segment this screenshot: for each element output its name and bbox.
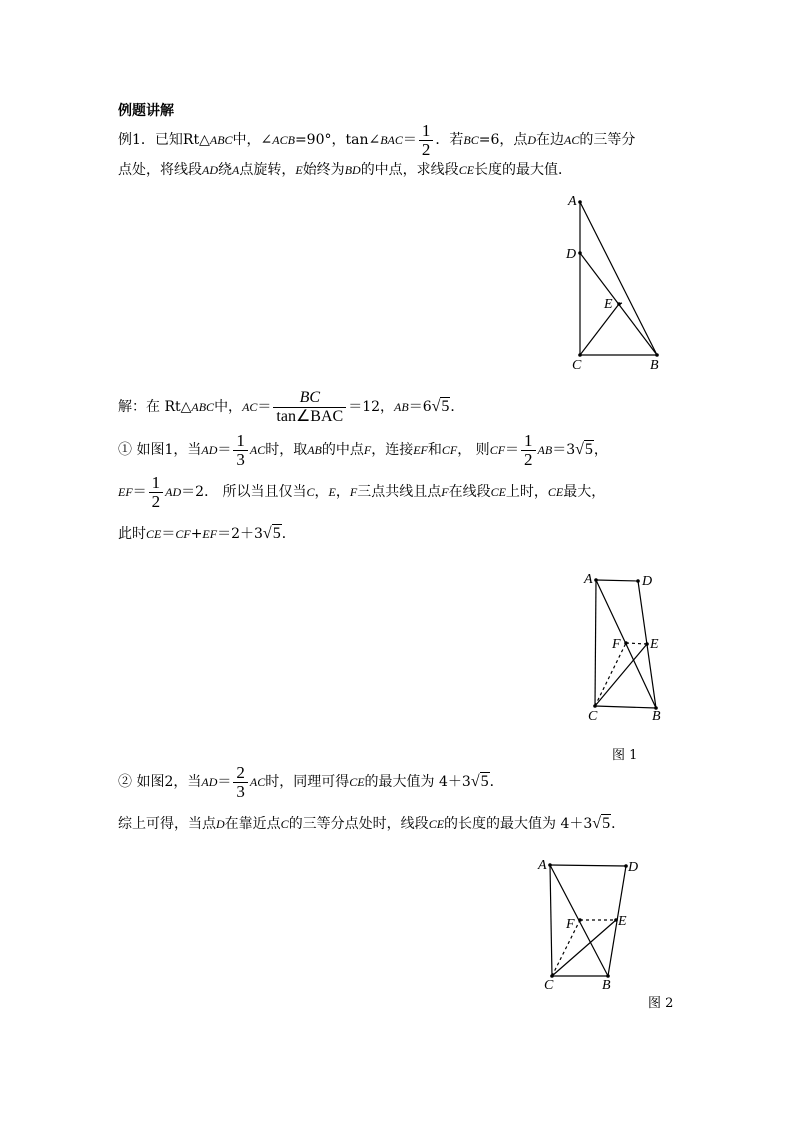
point-d: [578, 251, 582, 255]
label-b: B: [650, 358, 659, 373]
case1-line-2: [118, 472, 605, 512]
math-var: AD: [201, 443, 218, 457]
math-var: CE: [428, 817, 445, 831]
solution-text: ① 如图1，当: [118, 442, 202, 458]
case2-line: [118, 762, 504, 802]
point-e: [617, 302, 621, 306]
solution-text: 此时: [118, 526, 146, 542]
math-var: AB: [394, 400, 409, 414]
solution-text: 的最大值为 4＋3: [364, 774, 471, 790]
problem-text: 绕: [218, 162, 232, 178]
segment-ac: [595, 580, 596, 706]
solution-text: ＝: [257, 399, 272, 415]
label-a: A: [568, 194, 577, 209]
frac-den: 3: [233, 782, 248, 801]
math-var: C: [280, 817, 289, 831]
math-var: EF: [118, 485, 133, 499]
solution-text: ．: [281, 526, 296, 542]
problem-text: Rt△: [182, 132, 210, 148]
problem-text: =90°，tan∠: [294, 132, 381, 148]
segment-cb: [595, 706, 656, 708]
label-f: F: [612, 637, 621, 652]
math-var: BD: [344, 163, 361, 177]
frac-num: 1: [421, 120, 431, 140]
math-var: AD: [202, 163, 218, 177]
frac-den: 3: [233, 450, 248, 469]
segment-ce: [595, 644, 647, 706]
point-a: [578, 200, 582, 204]
math-var: BC: [463, 133, 479, 147]
frac-den: 2: [149, 492, 164, 511]
math-var: CE: [458, 163, 475, 177]
sqrt-5: √5: [575, 441, 593, 458]
segment-fe-dashed: [626, 643, 647, 644]
case1-line-3: [118, 524, 296, 544]
math-var: F: [349, 485, 358, 499]
math-var: AC: [564, 133, 580, 147]
math-var: AD: [201, 775, 218, 789]
math-var: ABC: [191, 400, 215, 414]
label-d: D: [566, 247, 577, 262]
math-var: CF: [175, 527, 191, 541]
math-var: CE: [547, 485, 564, 499]
point-c: [593, 704, 597, 708]
radicand: 5: [602, 815, 611, 832]
label-f: F: [566, 917, 575, 932]
radicand: 5: [441, 398, 450, 415]
frac-num: BC: [299, 388, 321, 406]
label-a: A: [538, 858, 547, 873]
solution-text: ，连接: [371, 442, 414, 458]
solution-text: ＝: [132, 484, 147, 500]
problem-text: 点旋转，: [239, 162, 296, 178]
label-c: C: [544, 978, 554, 993]
solution-text: ， 则: [457, 442, 490, 458]
frac-num: 1: [524, 430, 533, 450]
problem-text: 的中点，求线段: [360, 162, 459, 178]
solution-text: ，: [314, 484, 329, 500]
solution-line-1: [118, 387, 464, 427]
frac-den: tan∠BAC: [273, 407, 346, 426]
solution-text: 解：在 Rt△: [118, 399, 192, 415]
label-b: B: [602, 978, 611, 993]
solution-text: +: [190, 526, 203, 542]
frac-num: 2: [236, 762, 245, 782]
point-d: [636, 579, 640, 583]
fraction-one-half: [521, 432, 536, 469]
point-f: [624, 641, 628, 645]
sqrt-5: √5: [470, 773, 489, 790]
solution-text: ＝12，: [348, 399, 395, 415]
solution-text: 在线段: [448, 484, 491, 500]
math-var: CF: [489, 443, 506, 457]
solution-text: 中，: [214, 399, 243, 415]
solution-text: 的中点: [321, 442, 364, 458]
frac-num: 1: [236, 430, 245, 450]
math-var: F: [441, 485, 449, 499]
solution-text: 的长度的最大值为 4＋3: [444, 816, 593, 832]
solution-text: 时，同理可得: [265, 774, 350, 790]
point-a: [594, 578, 598, 582]
segment-ab: [580, 202, 657, 355]
solution-text: 最大，: [563, 484, 606, 500]
math-var: AC: [249, 775, 266, 789]
math-var: AD: [165, 485, 182, 499]
math-var: EF: [413, 443, 428, 457]
math-var: D: [527, 133, 537, 147]
problem-text: 始终为: [302, 162, 345, 178]
figure-problem: [560, 190, 670, 375]
solution-text: ．: [450, 399, 465, 415]
label-e: E: [618, 914, 627, 929]
solution-text: 上时，: [505, 484, 548, 500]
problem-text: 点处，将线段: [118, 162, 202, 178]
frac-num: 1: [151, 472, 161, 492]
solution-text: ＝6: [408, 399, 432, 415]
figure-2: [532, 852, 642, 997]
math-var: BAC: [380, 133, 403, 147]
problem-text: 在边: [536, 132, 565, 148]
section-heading: 例题讲解: [118, 103, 174, 119]
solution-text: ＝3: [552, 442, 576, 458]
solution-text: ＝: [217, 442, 232, 458]
math-var: AC: [249, 443, 266, 457]
point-a: [548, 863, 552, 867]
case1-line: [118, 430, 608, 470]
point-e: [645, 642, 649, 646]
solution-text: ② 如图2，当: [118, 774, 202, 790]
fraction-one-half: [419, 122, 434, 159]
solution-text: ＝: [217, 774, 232, 790]
problem-text: 例1．已知: [118, 132, 183, 148]
segment-ac: [550, 865, 552, 976]
sqrt-5: √5: [592, 815, 611, 832]
label-c: C: [588, 709, 598, 724]
segment-ad: [550, 865, 626, 866]
fraction-bc-over-tan: [273, 389, 346, 426]
label-d: D: [628, 860, 639, 875]
problem-line-1: [118, 120, 635, 160]
solution-text: ＝: [505, 442, 520, 458]
label-e: E: [604, 297, 613, 312]
label-c: C: [572, 358, 582, 373]
math-var: C: [306, 485, 315, 499]
solution-text: 在靠近点: [224, 816, 281, 832]
math-var: ABC: [209, 133, 233, 147]
math-var: A: [232, 163, 240, 177]
solution-text: 三点共线且点: [357, 484, 442, 500]
problem-text: =6，点: [478, 132, 528, 148]
math-var: EF: [202, 527, 218, 541]
solution-text: ．: [489, 774, 504, 790]
math-var: ACB: [272, 133, 295, 147]
problem-text: 中，∠: [232, 132, 273, 148]
problem-text: 的三等分: [579, 132, 636, 148]
solution-text: ．: [611, 816, 626, 832]
problem-text: 长度的最大值．: [474, 162, 573, 178]
math-var: E: [328, 485, 336, 499]
solution-text: 的三等分点处时，线段: [288, 816, 429, 832]
solution-text: 综上可得，当点: [118, 816, 216, 832]
math-var: D: [216, 817, 225, 831]
math-var: E: [295, 163, 303, 177]
solution-text: 时，取: [265, 442, 308, 458]
fraction-two-thirds: [233, 764, 248, 801]
math-var: CF: [441, 443, 458, 457]
fraction-one-half: [149, 474, 164, 511]
frac-den: 2: [419, 140, 434, 159]
figure-1-caption: 图 1: [612, 748, 638, 763]
frac-den: 2: [521, 450, 536, 469]
point-f: [578, 918, 582, 922]
radicand: 5: [584, 441, 593, 458]
problem-text: ＝: [402, 132, 417, 148]
problem-text: ．若: [435, 132, 464, 148]
figure-2-caption: 图 2: [648, 996, 674, 1011]
segment-ad: [596, 580, 638, 581]
math-var: AB: [537, 443, 553, 457]
solution-text: ＝2． 所以当且仅当: [181, 484, 307, 500]
label-a: A: [584, 572, 593, 587]
solution-text: ，: [335, 484, 350, 500]
fraction-one-third: [233, 432, 248, 469]
sqrt-5: √5: [262, 525, 281, 542]
math-var: CE: [146, 527, 162, 541]
conclusion-line: [118, 814, 625, 834]
solution-text: 和: [427, 442, 442, 458]
point-c: [578, 353, 582, 357]
segment-ce: [580, 304, 619, 355]
math-var: AB: [307, 443, 322, 457]
label-e: E: [650, 637, 659, 652]
label-d: D: [642, 574, 653, 589]
figure-1: [578, 568, 678, 728]
segment-ce: [552, 920, 616, 976]
solution-text: ，: [593, 442, 608, 458]
math-var: CE: [349, 775, 365, 789]
math-var: CE: [490, 485, 506, 499]
point-b: [655, 353, 659, 357]
solution-text: ＝2＋3: [217, 526, 263, 542]
radicand: 5: [272, 525, 281, 542]
problem-line-2: [118, 160, 572, 180]
label-b: B: [652, 709, 661, 724]
math-var: F: [363, 443, 372, 457]
radicand: 5: [480, 773, 489, 790]
math-var: AC: [242, 400, 258, 414]
solution-text: ＝: [161, 526, 176, 542]
sqrt-5: √5: [431, 398, 450, 415]
